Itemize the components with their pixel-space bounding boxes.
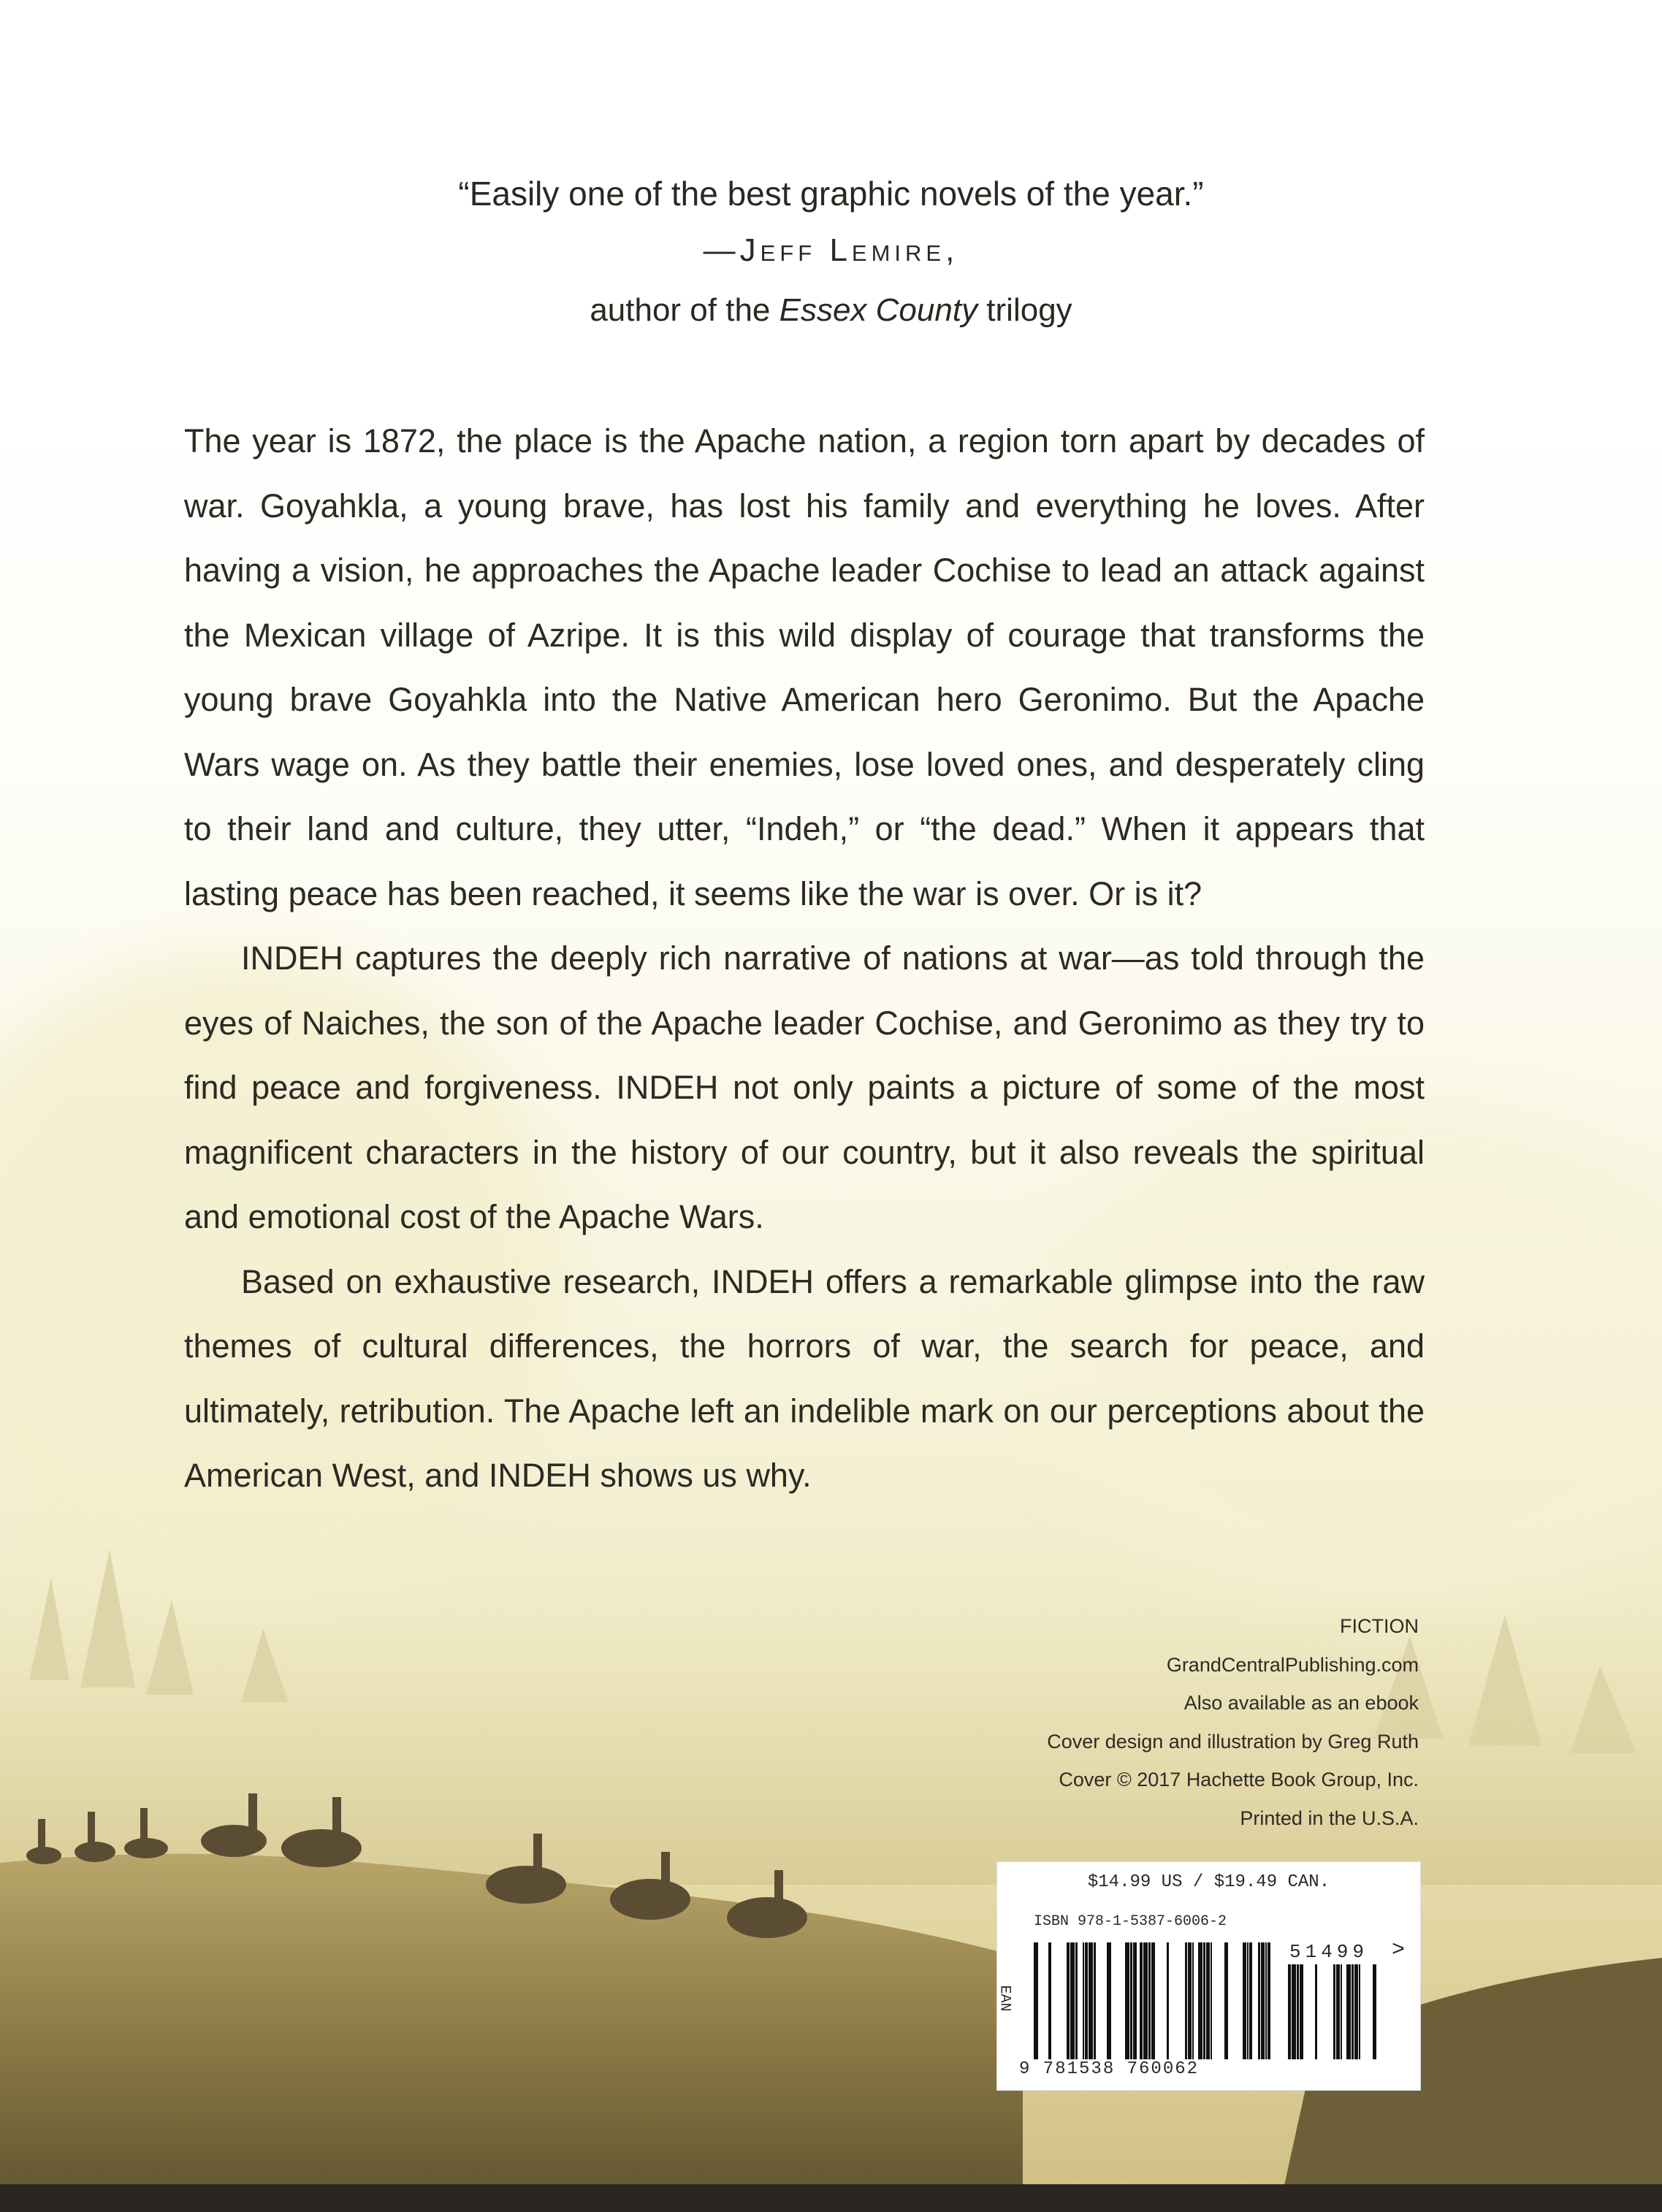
barcode-bar [1300,1964,1303,2059]
printed-in: Printed in the U.S.A. [1240,1807,1419,1829]
synopsis-paragraph: INDEH captures the deeply rich narrative of nations at war—as told through the eyes of Naiches, the son of the Apache leader Cochise, and Geronimo as they try to find peace and forgiveness. INDEH not only paints a picture of some of the most magnificent characters in the history of our country, but it also reveals the spiritual and emotional cost of the Apache Wars. [184,939,1425,1235]
synopsis-paragraph: Based on exhaustive research, INDEH offers a remarkable glimpse into the raw themes of cultural differences, the horrors of war, the search for peace, and ultimately, retribution. The Apache left an indelible mark on our perceptions about the American West, and INDEH shows us why. [184,1262,1425,1494]
barcode-bar [1352,1964,1354,2059]
barcode-bar [1354,1964,1358,2059]
barcode-bar [1224,1942,1228,2059]
barcode-bar [1151,1942,1155,2059]
barcode-bar [1288,1964,1291,2059]
barcode-bar [1333,1964,1335,2059]
publisher-credits [1047,1607,1419,1837]
barcode-bar [1249,1942,1252,2059]
hillside [0,1854,1023,2212]
genre-label: FICTION [1340,1615,1419,1637]
barcode-bar [1373,1964,1376,2059]
barcode-bar [1315,1964,1317,2059]
blurb-attribution: —Jeff Lemire, [703,232,959,268]
barcode-label [996,1861,1421,2091]
addon-digits: 51499 [1289,1941,1369,1963]
barcode-bar [1198,1942,1202,2059]
barcode-bar [1297,1964,1299,2059]
ean-barcode-icon [1034,1942,1275,2059]
barcode-bar [1125,1942,1129,2059]
isbn: ISBN 978-1-5387-6006-2 [1034,1913,1227,1930]
barcode-bar [1034,1942,1038,2059]
blurb-attribution-detail [0,292,1662,329]
barcode-bar [1130,1942,1132,2059]
barcode-bar [1359,1964,1360,2059]
barcode-bar [1143,1942,1148,2059]
barcode-bar [1261,1942,1265,2059]
barcode-bar [1211,1942,1212,2059]
barcode-bar [1107,1942,1111,2059]
ebook-note: Also available as an ebook [1183,1692,1419,1714]
barcode-bar [1206,1942,1210,2059]
barcode-bar [1083,1942,1084,2059]
price: $14.99 US / $19.49 CAN. [1087,1872,1330,1892]
barcode-bar [1243,1942,1246,2059]
barcode-bar [1185,1942,1187,2059]
barcode-bar [1258,1942,1260,2059]
cover-design-credit: Cover design and illustration by Greg Ruth [1047,1730,1419,1753]
barcode-bar [1075,1942,1078,2059]
attribution-prefix: author of the [590,292,779,328]
blurb-quote: “Easily one of the best graphic novels of the year.” [458,175,1204,213]
addon-barcode-icon [1286,1964,1381,2059]
barcode-bar [1094,1942,1096,2059]
barcode-bar [1188,1942,1192,2059]
copyright-line: Cover © 2017 Hachette Book Group, Inc. [1059,1769,1419,1790]
synopsis-paragraph: The year is 1872, the place is the Apache nation, a region torn apart by decades of war. Goyahkla, a young brave, has lost his family and everything he loves. After having a vision, he approaches the Apache leader Cochise to lead an attack against the Mexican village of Azripe. It is this wild display of courage that transforms the young brave Goyahkla into the Native American hero Geronimo. But the Apache Wars wage on. As they battle their enemies, lose loved ones, and desperately cling to their land and culture, they utter, “Indeh,” or “the dead.” When it appears that lasting peace has been reached, it seems like the war is over. Or is it? [184,422,1425,912]
barcode-bar [1341,1964,1342,2059]
barcode-bar [1203,1942,1205,2059]
barcode-bar [1247,1942,1249,2059]
barcode-bar [1167,1942,1169,2059]
barcode-bar [1067,1942,1070,2059]
barcode-bar [1346,1964,1351,2059]
barcode-bar [1336,1964,1340,2059]
barcode-bar [1140,1942,1143,2059]
attribution-suffix: trilogy [977,292,1072,328]
barcode-bar [1192,1942,1194,2059]
arrow-icon: > [1392,1938,1406,1963]
publisher-website: GrandCentralPublishing.com [1166,1653,1419,1676]
barcode-bar [1085,1942,1088,2059]
barcode-bar [1070,1942,1075,2059]
barcode-bar [1292,1964,1296,2059]
synopsis [184,409,1425,1509]
barcode-bar [1268,1942,1270,2059]
barcode-bar [1089,1942,1093,2059]
ean-label: EAN [996,1985,1013,2012]
barcode-bar [1048,1942,1051,2059]
scan-edge [0,2184,1662,2212]
barcode-bar [1133,1942,1137,2059]
barcode-bar [1148,1942,1151,2059]
attribution-work: Essex County [779,292,978,328]
barcode-digits: 9 781538 760062 [1019,2059,1200,2079]
barcode-bar [1265,1942,1267,2059]
